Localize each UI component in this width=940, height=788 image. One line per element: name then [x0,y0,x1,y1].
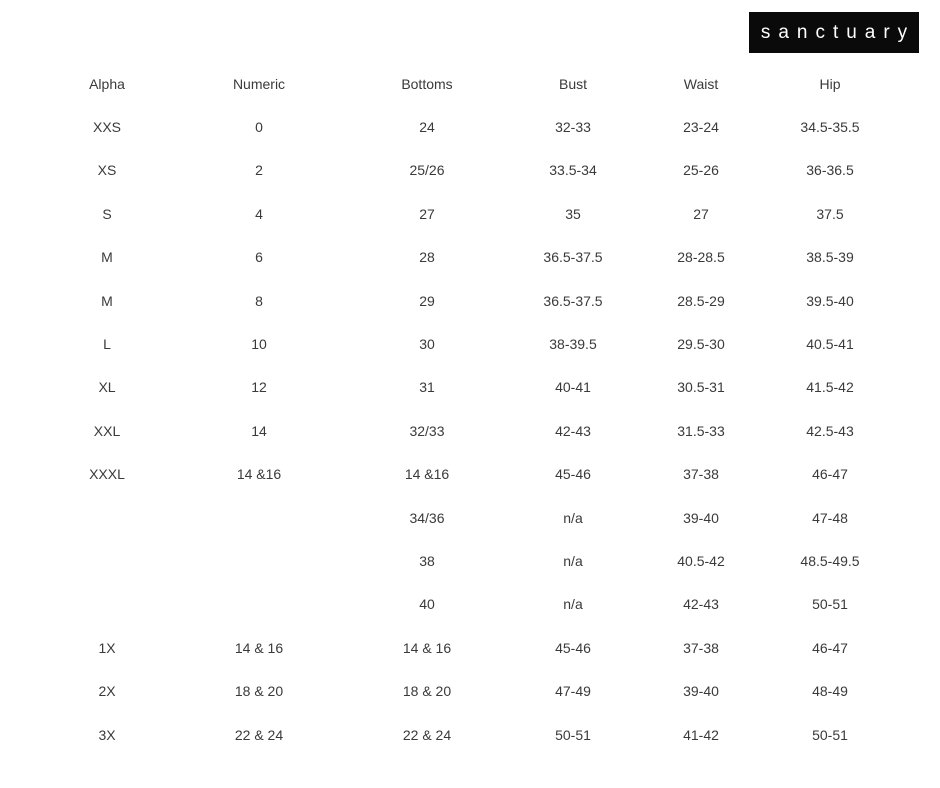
table-cell: 14 &16 [236,466,282,483]
table-cell: 47-49 [555,683,591,700]
table-cell: 31.5-33 [677,422,725,439]
table-cell: 24 [419,119,435,136]
table-cell: 48-49 [812,683,848,700]
table-cell: 40-41 [555,379,591,396]
table-cell: 12 [251,379,267,396]
table-cell: 46-47 [812,639,848,656]
table-cell: 4 [255,205,263,222]
table-cell: 14 & 16 [234,639,284,656]
table-cell: 38-39.5 [549,336,597,353]
table-cell: 14 &16 [404,466,450,483]
table-cell: 39-40 [683,509,719,526]
table-cell [174,583,344,626]
table-cell: 10 [251,336,267,353]
table-cell: 41-42 [683,726,719,743]
table-cell: 28-28.5 [677,249,725,266]
table-cell: XL [98,379,116,396]
table-cell: 33.5-34 [549,162,597,179]
table-cell: 2 [255,162,263,179]
table-cell: 22 & 24 [234,726,284,743]
table-cell: 37-38 [683,466,719,483]
table-cell: 3X [98,726,116,743]
table-cell: 23-24 [683,119,719,136]
table-cell: 18 & 20 [234,683,284,700]
table-cell [174,539,344,582]
table-cell: 39-40 [683,683,719,700]
table-cell: 30 [419,336,435,353]
table-cell: L [103,336,111,353]
table-cell: XXXL [89,466,125,483]
table-cell: n/a [563,596,583,613]
table-cell [40,496,174,539]
table-cell: n/a [563,509,583,526]
header-cell-alpha: Alpha [89,75,125,92]
table-cell: 29 [419,292,435,309]
table-cell: M [101,249,113,266]
table-cell: 50-51 [812,596,848,613]
size-chart-table [40,62,894,756]
table-cell: 14 [251,422,267,439]
table-cell: 38.5-39 [806,249,854,266]
table-cell: 45-46 [555,466,591,483]
header-cell-numeric: Numeric [232,75,286,92]
table-cell: 25-26 [683,162,719,179]
table-cell: 42-43 [555,422,591,439]
table-cell: 41.5-42 [806,379,854,396]
table-cell: 36.5-37.5 [543,249,603,266]
table-cell: 50-51 [812,726,848,743]
table-cell [40,539,174,582]
table-cell: 47-48 [812,509,848,526]
table-cell: 40.5-42 [677,552,725,569]
table-cell: 31 [419,379,435,396]
table-cell: XS [97,162,117,179]
table-cell [174,496,344,539]
table-cell: 29.5-30 [677,336,725,353]
table-cell: 37.5 [816,205,844,222]
table-cell: 39.5-40 [806,292,854,309]
table-cell: XXL [93,422,121,439]
header-cell-bottoms: Bottoms [401,75,453,92]
table-cell: 30.5-31 [677,379,725,396]
header-cell-bust: Bust [558,75,587,92]
table-cell: 2X [98,683,116,700]
table-cell: S [102,205,112,222]
table-cell: 45-46 [555,639,591,656]
table-cell: 27 [419,205,435,222]
table-cell: 0 [255,119,263,136]
table-cell: 6 [255,249,263,266]
brand-logo [749,12,919,53]
table-cell: 8 [255,292,263,309]
brand-logo-text: sanctuary [760,21,916,43]
table-cell: 50-51 [555,726,591,743]
table-cell: n/a [563,552,583,569]
table-cell: 1X [98,639,116,656]
table-cell: 18 & 20 [402,683,452,700]
table-cell: 25/26 [409,162,445,179]
table-cell: 40 [419,596,435,613]
table-cell: 34.5-35.5 [800,119,860,136]
table-cell: 37-38 [683,639,719,656]
table-cell: M [101,292,113,309]
header-cell-waist: Waist [683,75,719,92]
table-cell: 28.5-29 [677,292,725,309]
table-cell: 42-43 [683,596,719,613]
table-cell: 27 [693,205,709,222]
table-cell: 22 & 24 [402,726,452,743]
table-cell: 36-36.5 [806,162,854,179]
table-cell: 32/33 [409,422,445,439]
table-cell: 42.5-43 [806,422,854,439]
table-cell: 35 [565,205,581,222]
table-cell: 36.5-37.5 [543,292,603,309]
table-cell: 38 [419,552,435,569]
table-cell [40,583,174,626]
table-cell: 34/36 [409,509,445,526]
table-cell: 14 & 16 [402,639,452,656]
table-cell: 48.5-49.5 [800,552,860,569]
table-cell: 28 [419,249,435,266]
table-cell: XXS [92,119,121,136]
table-cell: 32-33 [555,119,591,136]
header-cell-hip: Hip [819,75,841,92]
table-cell: 46-47 [812,466,848,483]
table-cell: 40.5-41 [806,336,854,353]
